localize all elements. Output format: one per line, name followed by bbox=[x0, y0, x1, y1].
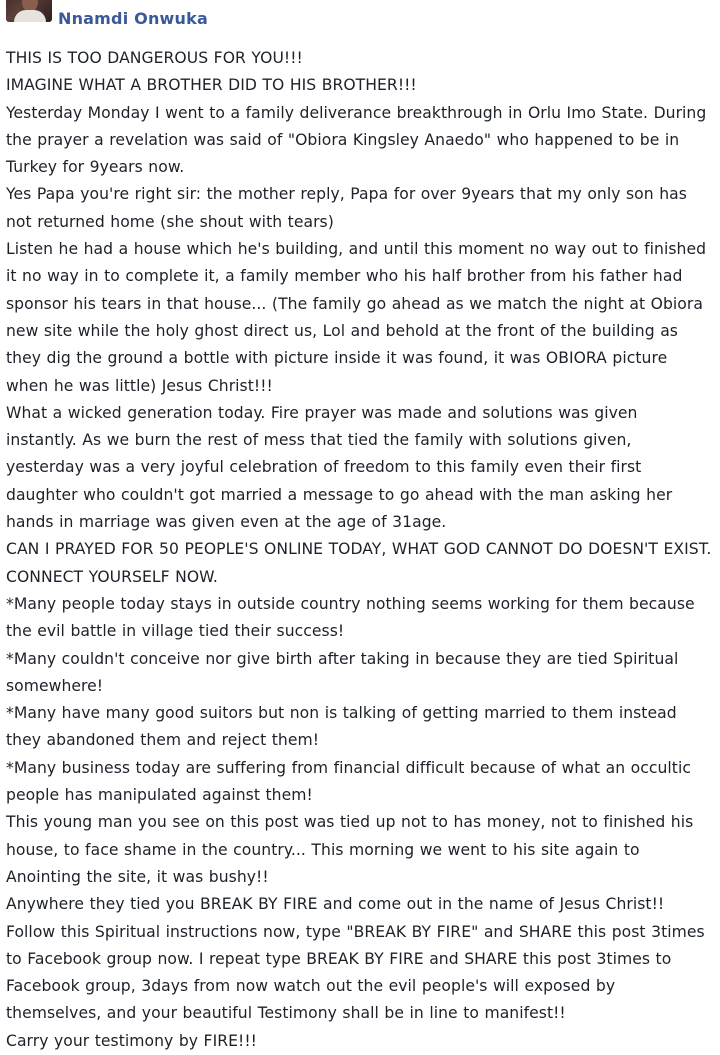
post-paragraph: *Many couldn't conceive nor give birth after taking in because they are tied Spiritual somewhere! bbox=[6, 649, 679, 695]
avatar[interactable] bbox=[6, 0, 52, 22]
post-paragraph: This young man you see on this post was tied up not to has money, not to finished his house, to face shame in the country... This morning we went to his site again to Anointing the site, it was bushy!! bbox=[6, 813, 694, 886]
post-paragraph: THIS IS TOO DANGEROUS FOR YOU!!! bbox=[6, 49, 303, 67]
post-paragraph: CAN I PRAYED FOR 50 PEOPLE'S ONLINE TODAY, WHAT GOD CANNOT DO DOESN'T EXIST. CONNECT YOURSELF NOW. bbox=[6, 540, 712, 586]
post-paragraph: *Many business today are suffering from financial difficult because of what an occultic people has manipulated against them! bbox=[6, 758, 691, 805]
post-paragraph: Yesterday Monday I went to a family deliverance breakthrough in Orlu Imo State. During the prayer a revelation was said of "Obiora Kingsley Anaedo" who happened to be in Turkey for 9years now. bbox=[6, 103, 707, 177]
post-paragraph: What a wicked generation today. Fire prayer was made and solutions was given instantly. As we burn the rest of mess that tied the family with solutions given, yesterday was a very joyful celebration of freedom to this family even their first daughter who couldn't got married a message to go ahead with the man asking her hands in marriage was given even at the age of 31age. bbox=[6, 403, 673, 532]
post-paragraph: Listen he had a house which he's building, and until this moment no way out to finished it no way in to complete it, a family member who his half brother from his father had sponsor his tears in that house... (The family go ahead as we match the night at Obiora new site while the holy ghost direct us, Lol and behold at the front of the building as they dig the ground a bottle with picture inside it was found, it was OBIORA picture when he was little) Jesus Christ!!! bbox=[6, 240, 707, 395]
post-paragraph: Anywhere they tied you BREAK BY FIRE and come out in the name of Jesus Christ!! bbox=[6, 895, 665, 914]
avatar-shirt bbox=[14, 10, 46, 22]
post-paragraph: *Many have many good suitors but non is talking of getting married to them instead they abandoned them and reject them! bbox=[6, 704, 677, 750]
post-paragraph: IMAGINE WHAT A BROTHER DID TO HIS BROTHER!!! bbox=[6, 76, 417, 95]
post-body bbox=[6, 45, 712, 1055]
post-paragraph: *Many people today stays in outside country nothing seems working for them because the evil battle in village tied their success! bbox=[6, 594, 695, 641]
author-name-link[interactable]: Nnamdi Onwuka bbox=[58, 9, 208, 28]
post-header bbox=[0, 0, 720, 34]
post-paragraph: Carry your testimony by FIRE!!! bbox=[6, 1031, 257, 1050]
post-paragraph: Yes Papa you're right sir: the mother reply, Papa for over 9years that my only son has not returned home (she shout with tears) bbox=[6, 185, 687, 231]
post-paragraph: Follow this Spiritual instructions now, type "BREAK BY FIRE" and SHARE this post 3times to Facebook group now. I repeat type BREAK BY FIRE and SHARE this post 3times to Facebook group, 3days from now watch out the evil people's will exposed by themselves, and your beautiful Testimony shall be in line to manifest!! bbox=[6, 922, 705, 1023]
